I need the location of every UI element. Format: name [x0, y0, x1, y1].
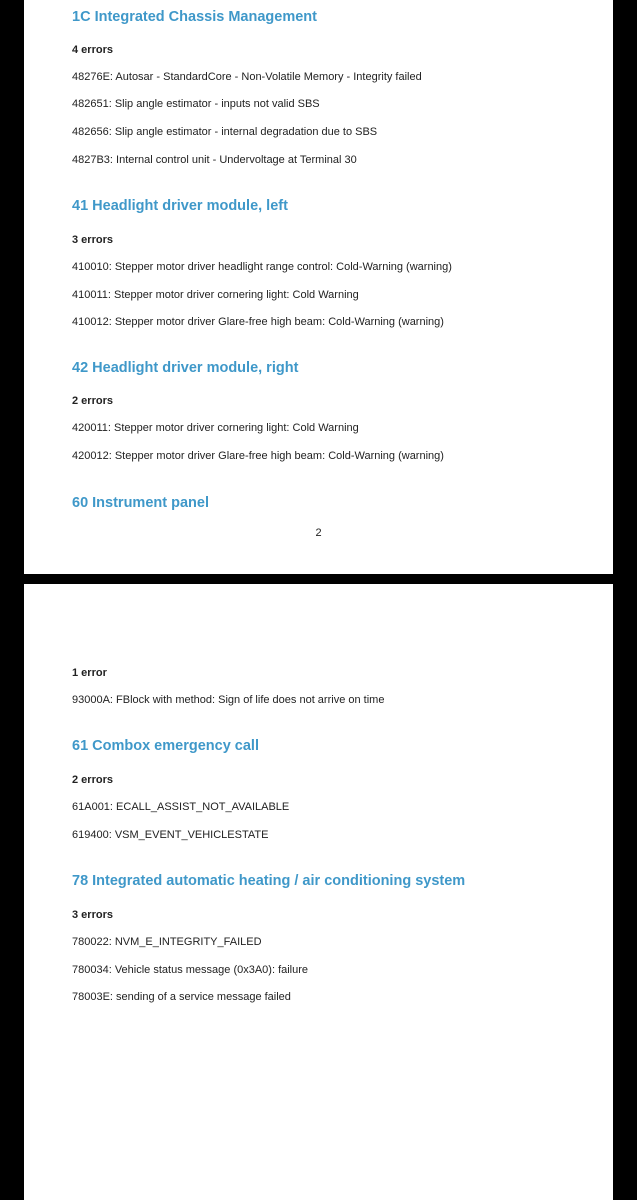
- error-item: 410011: Stepper motor driver cornering light: Cold Warning: [72, 289, 359, 301]
- section-title-1c: 1C Integrated Chassis Management: [72, 9, 317, 25]
- error-count-60: 1 error: [72, 667, 107, 679]
- section-title-42: 42 Headlight driver module, right: [72, 360, 299, 376]
- document-page-1: [24, 0, 613, 574]
- error-item: 410010: Stepper motor driver headlight range control: Cold-Warning (warning): [72, 261, 452, 273]
- error-count-78: 3 errors: [72, 909, 113, 921]
- section-title-61: 61 Combox emergency call: [72, 738, 259, 754]
- section-title-41: 41 Headlight driver module, left: [72, 198, 288, 214]
- error-item: 61A001: ECALL_ASSIST_NOT_AVAILABLE: [72, 801, 290, 813]
- error-count-61: 2 errors: [72, 774, 113, 786]
- error-count-41: 3 errors: [72, 234, 113, 246]
- error-item: 780034: Vehicle status message (0x3A0): failure: [72, 964, 309, 976]
- error-item: 619400: VSM_EVENT_VEHICLESTATE: [72, 829, 269, 841]
- section-title-78: 78 Integrated automatic heating / air conditioning system: [72, 873, 466, 889]
- error-item: 78003E: sending of a service message failed: [72, 991, 291, 1003]
- error-count-42: 2 errors: [72, 395, 113, 407]
- page-number: 2: [315, 527, 322, 539]
- error-count-1c: 4 errors: [72, 44, 113, 56]
- error-item: 420012: Stepper motor driver Glare-free high beam: Cold-Warning (warning): [72, 450, 444, 462]
- error-item: 482651: Slip angle estimator - inputs not valid SBS: [72, 98, 320, 110]
- error-item: 420011: Stepper motor driver cornering light: Cold Warning: [72, 422, 359, 434]
- section-title-60: 60 Instrument panel: [72, 495, 209, 511]
- document-page-2: [24, 584, 613, 1200]
- error-item: 48276E: Autosar - StandardCore - Non-Volatile Memory - Integrity failed: [72, 71, 422, 83]
- error-item: 93000A: FBlock with method: Sign of life does not arrive on time: [72, 694, 385, 706]
- error-item: 780022: NVM_E_INTEGRITY_FAILED: [72, 936, 262, 948]
- error-item: 410012: Stepper motor driver Glare-free high beam: Cold-Warning (warning): [72, 316, 444, 328]
- error-item: 482656: Slip angle estimator - internal degradation due to SBS: [72, 126, 378, 138]
- error-item: 4827B3: Internal control unit - Undervoltage at Terminal 30: [72, 154, 357, 166]
